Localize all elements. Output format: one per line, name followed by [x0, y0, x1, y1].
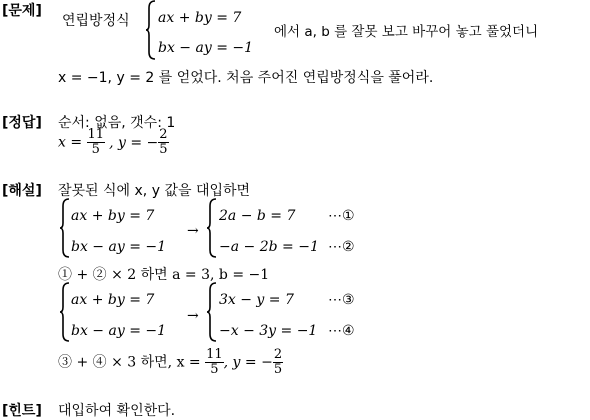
answer-x-fraction: [87, 128, 106, 157]
solution-sys2-mark3: ⋯③: [328, 292, 355, 308]
solution-sys2-right-eq2: −x − 3y = −1: [219, 323, 318, 339]
solution-sys1-right-eq2: −a − 2b = −1: [219, 239, 319, 255]
solution-label: [해설]: [2, 183, 42, 199]
solution-step2-x-denominator: 5: [210, 362, 219, 377]
problem-after-system: 에서 a, b 를 잘못 보고 바꾸어 놓고 풀었더니: [274, 24, 539, 40]
solution-sys1-mark1: ⋯①: [328, 208, 355, 224]
answer-values: [58, 128, 169, 157]
solution-step2-prefix: ③ + ④ × 3 하면, x =: [58, 354, 206, 371]
solution-step2-x-fraction: [205, 348, 224, 377]
problem-label: [문제]: [2, 3, 42, 19]
solution-sys1-left-eq1: ax + by = 7: [71, 208, 155, 224]
answer-y-prefix: , y = −: [109, 134, 159, 151]
problem-eq1: ax + by = 7: [158, 10, 242, 26]
solution-sys2-left-eq2: bx − ay = −1: [71, 323, 167, 339]
problem-eq2: bx − ay = −1: [158, 40, 254, 56]
solution-step2-y-denominator: 5: [273, 362, 283, 377]
solution-step2-y-fraction: [273, 348, 283, 377]
problem-line2: x = −1, y = 2 를 얻었다. 처음 주어진 연립방정식을 풀어라.: [58, 70, 434, 86]
solution-intro: 잘못된 식에 x, y 값을 대입하면: [58, 183, 251, 199]
solution-sys2-mark4: ⋯④: [328, 323, 355, 339]
solution-sys2-arrow: →: [187, 308, 199, 324]
answer-y-numerator: 2: [159, 127, 168, 142]
answer-label: [정답]: [2, 115, 42, 131]
answer-x-numerator: 11: [87, 127, 105, 142]
solution-sys2-right-eq1: 3x − y = 7: [219, 292, 294, 308]
solution-step2-y-numerator: 2: [273, 347, 283, 362]
solution-sys1-left-eq2: bx − ay = −1: [71, 239, 167, 255]
answer-y-denominator: 5: [159, 142, 168, 157]
solution-system2-right-brace: [207, 282, 217, 342]
answer-x-denominator: 5: [91, 142, 100, 157]
solution-step1: ① + ② × 2 하면 a = 3, b = −1: [58, 267, 270, 283]
problem-intro: 연립방정식: [62, 13, 130, 29]
answer-x-prefix: x =: [58, 134, 87, 151]
hint-text: 대입하여 확인한다.: [58, 403, 176, 419]
hint-label: [힌트]: [2, 403, 42, 419]
solution-sys1-arrow: →: [187, 223, 199, 239]
solution-sys1-mark2: ⋯②: [328, 239, 355, 255]
problem-system-brace: [146, 0, 156, 60]
solution-system1-left-brace: [60, 198, 70, 258]
solution-sys2-left-eq1: ax + by = 7: [71, 292, 155, 308]
answer-meta: 순서: 없음, 갯수: 1: [58, 115, 176, 131]
solution-system2-left-brace: [60, 282, 70, 342]
solution-system1-right-brace: [207, 198, 217, 258]
solution-sys1-right-eq1: 2a − b = 7: [219, 208, 296, 224]
solution-step2-mid: , y = −: [223, 354, 273, 371]
solution-step2: [58, 348, 283, 377]
solution-step2-x-numerator: 11: [206, 347, 223, 362]
answer-y-fraction: [158, 128, 168, 157]
